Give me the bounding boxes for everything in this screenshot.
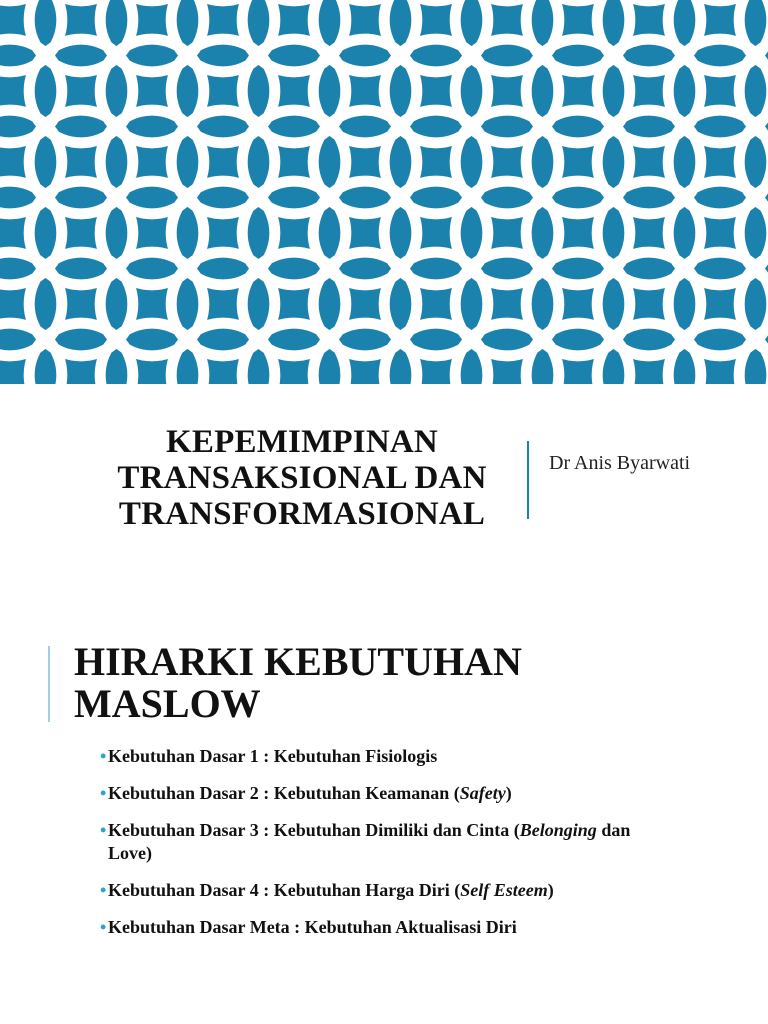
bullet-item	[100, 916, 660, 939]
bullet-item	[100, 745, 660, 768]
author-name: Dr Anis Byarwati	[549, 452, 691, 474]
pattern-ring	[29, 0, 133, 1]
slide2-title	[74, 641, 674, 725]
bullet-item	[100, 819, 660, 865]
heading-divider	[48, 646, 50, 722]
bullet-text: Kebutuhan Dasar 2 : Kebutuhan Keamanan (	[108, 783, 460, 803]
bullet-emphasis: Belonging	[519, 820, 597, 840]
pattern-ring	[597, 0, 701, 1]
pattern-ring	[384, 0, 488, 1]
bullet-text: Kebutuhan Dasar 1 : Kebutuhan Fisiologis	[108, 746, 438, 766]
pattern-ring	[100, 0, 204, 1]
bullet-dot: •	[100, 880, 107, 900]
pattern-ring	[455, 0, 559, 1]
bullet-dot: •	[100, 917, 107, 937]
slide2-title-line: HIRARKI KEBUTUHAN	[74, 639, 522, 684]
bullet-item	[100, 879, 660, 902]
bullet-dot: •	[100, 746, 107, 766]
bullet-text: dan Love)	[108, 820, 631, 863]
pattern-ring	[171, 0, 275, 1]
bullet-text: )	[547, 880, 554, 900]
slide2-title-line: MASLOW	[74, 681, 261, 726]
bullet-text: )	[505, 783, 512, 803]
slide1-title	[98, 424, 506, 532]
slide1-title-line: KEPEMIMPINAN	[166, 424, 438, 460]
pattern-banner	[0, 0, 768, 384]
bullet-item	[100, 782, 660, 805]
bullet-emphasis: Self Esteem	[460, 880, 548, 900]
bullet-emphasis: Safety	[459, 783, 506, 803]
pattern-ring	[668, 0, 768, 1]
bullet-dot: •	[100, 820, 107, 840]
bullet-text: Kebutuhan Dasar 3 : Kebutuhan Dimiliki dan Cinta (	[108, 820, 520, 840]
bullet-dot: •	[100, 783, 107, 803]
slide1-title-line: TRANSFORMASIONAL	[118, 496, 486, 532]
pattern-ring	[526, 0, 630, 1]
bullet-list	[100, 745, 660, 953]
bullet-text: Kebutuhan Dasar Meta : Kebutuhan Aktualisasi Diri	[108, 917, 517, 937]
title-divider	[527, 441, 529, 519]
pattern-ring	[242, 0, 346, 1]
slide1-title-line: TRANSAKSIONAL DAN	[117, 460, 487, 496]
bullet-text: Kebutuhan Dasar 4 : Kebutuhan Harga Diri (	[108, 880, 461, 900]
pattern-ring	[313, 0, 417, 1]
interlocking-circle-pattern	[0, 0, 768, 384]
